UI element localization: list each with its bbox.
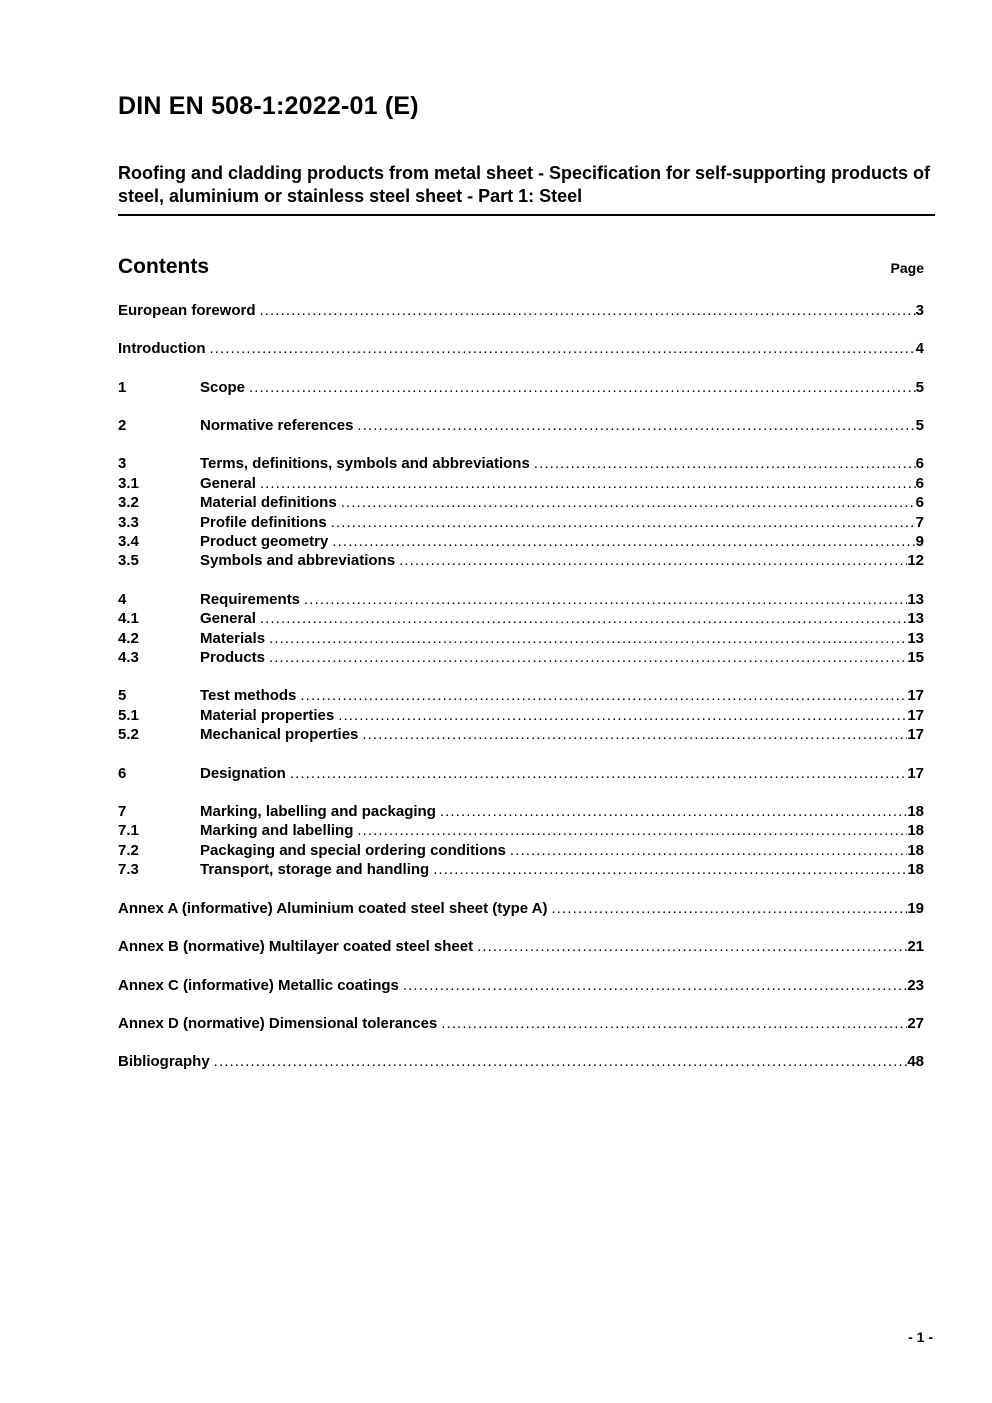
dot-leader <box>214 1052 908 1071</box>
toc-entry-label: Symbols and abbreviations <box>200 552 396 570</box>
toc-entry-page: 13 <box>907 610 924 628</box>
toc-entry-page: 5 <box>915 378 924 396</box>
dot-leader <box>534 454 916 473</box>
toc-entry-label: European foreword <box>118 301 256 319</box>
toc-entry-label: Test methods <box>200 687 297 705</box>
dot-leader <box>403 976 907 995</box>
toc-entry-label: General <box>200 474 256 492</box>
toc-entry-page: 17 <box>907 706 924 724</box>
toc-entry-page: 27 <box>907 1014 924 1032</box>
toc-entry-page: 9 <box>915 533 924 550</box>
toc-entry <box>118 301 924 320</box>
doc-number-title: DIN EN 508-1:2022-01 (E) <box>118 92 419 120</box>
toc-entry-page: 18 <box>907 803 924 821</box>
toc-entry-number: 5.2 <box>118 726 139 744</box>
toc-entry <box>118 493 924 512</box>
dot-leader <box>331 513 916 532</box>
toc-entry <box>118 532 924 551</box>
dot-leader <box>249 378 916 397</box>
dot-leader <box>260 474 916 493</box>
toc-entry-number: 7.2 <box>118 841 139 859</box>
toc-entry-page: 17 <box>907 764 924 782</box>
dot-leader <box>399 551 907 570</box>
toc-entry-number: 7.3 <box>118 861 139 879</box>
toc-entry <box>118 937 924 956</box>
toc-entry-page: 21 <box>907 938 924 956</box>
toc-entry-number: 4 <box>118 590 127 608</box>
toc-entry-page: 6 <box>915 455 924 473</box>
dot-leader <box>269 629 907 648</box>
dot-leader <box>260 609 907 628</box>
toc-entry <box>118 725 924 744</box>
toc-entry-number: 3.3 <box>118 513 139 531</box>
toc-entry-page: 12 <box>907 552 924 570</box>
dot-leader <box>357 821 907 840</box>
toc-entry-page: 23 <box>907 976 924 994</box>
dot-leader <box>441 1014 907 1033</box>
toc-entry-label: Annex A (informative) Aluminium coated steel sheet (type A) <box>118 899 548 917</box>
dot-leader <box>510 841 907 860</box>
toc-entry-page: 6 <box>915 494 924 512</box>
toc-entry-label: General <box>200 610 256 628</box>
toc-entry-page: 18 <box>907 861 924 879</box>
toc-entry <box>118 860 924 879</box>
dot-leader <box>362 725 907 744</box>
toc-entry <box>118 648 924 667</box>
toc-entry-number: 7.1 <box>118 822 139 840</box>
toc-entry-label: Terms, definitions, symbols and abbreviations <box>200 455 530 473</box>
toc-entry-number: 3.2 <box>118 494 139 512</box>
toc-entry-label: Introduction <box>118 340 206 358</box>
toc-entry-page: 6 <box>915 474 924 492</box>
toc-entry <box>118 976 924 995</box>
toc-entry-label: Designation <box>200 764 286 782</box>
dot-leader <box>209 339 915 358</box>
toc-entry <box>118 474 924 493</box>
toc-entry-label: Material definitions <box>200 494 337 512</box>
dot-leader <box>357 416 915 435</box>
toc-entry <box>118 629 924 648</box>
toc-entry-label: Annex C (informative) Metallic coatings <box>118 976 399 994</box>
toc-entry-page: 5 <box>915 416 924 434</box>
page-content <box>118 0 935 1072</box>
toc-entry-number: 3.4 <box>118 533 139 550</box>
toc-entry-label: Products <box>200 649 266 667</box>
toc-entry <box>118 378 924 397</box>
toc-entry <box>118 686 924 705</box>
toc-entry-page: 17 <box>907 726 924 744</box>
toc-entry-label: Material properties <box>200 706 335 724</box>
contents-header-row <box>118 255 924 279</box>
toc-entry-number: 3 <box>118 455 127 473</box>
toc-entry <box>118 764 924 783</box>
toc-entry-page: 18 <box>907 822 924 840</box>
toc-entry-number: 4.3 <box>118 649 139 667</box>
toc-entry <box>118 841 924 860</box>
toc-entry <box>118 1014 924 1033</box>
toc-entry-page: 13 <box>907 590 924 608</box>
toc-entry-page: 4 <box>915 340 924 358</box>
dot-leader <box>269 648 907 667</box>
dot-leader <box>260 301 916 320</box>
dot-leader <box>300 686 907 705</box>
dot-leader <box>332 532 915 551</box>
toc-entry-number: 4.2 <box>118 629 139 647</box>
toc-entry <box>118 821 924 840</box>
toc-entry-label: Requirements <box>200 590 301 608</box>
toc-entry-label: Bibliography <box>118 1053 210 1071</box>
dot-leader <box>552 899 908 918</box>
toc-entry-number: 5 <box>118 687 127 705</box>
toc-entry-label: Marking, labelling and packaging <box>200 803 436 821</box>
toc-entry-page: 13 <box>907 629 924 647</box>
page-column-label: Page <box>890 259 924 276</box>
toc-entry-page: 17 <box>907 687 924 705</box>
toc-entry-label: Annex D (normative) Dimensional tolerances <box>118 1014 438 1032</box>
doc-title: Roofing and cladding products from metal sheet - Specification for self-supporting products of steel, aluminium or stainless steel sheet - Part 1: Steel <box>118 162 935 216</box>
toc-entry-page: 19 <box>907 899 924 917</box>
toc-entry-page: 18 <box>907 841 924 859</box>
toc-entry-number: 3.1 <box>118 474 139 492</box>
toc-entry-page: 7 <box>915 513 924 531</box>
toc-entry-page: 15 <box>907 649 924 667</box>
dot-leader <box>477 937 907 956</box>
toc-entry-label: Product geometry <box>200 533 329 550</box>
toc-entry-number: 7 <box>118 803 127 821</box>
toc-entry-number: 6 <box>118 764 127 782</box>
dot-leader <box>290 764 907 783</box>
toc-entry-label: Annex B (normative) Multilayer coated steel sheet <box>118 938 474 956</box>
toc-entry-page: 3 <box>915 301 924 319</box>
dot-leader <box>304 590 907 609</box>
toc-entry <box>118 706 924 725</box>
toc-entry <box>118 513 924 532</box>
dot-leader <box>440 802 907 821</box>
toc-entry <box>118 339 924 358</box>
toc-entry <box>118 899 924 918</box>
toc-entry <box>118 454 924 473</box>
toc-entry-page: 48 <box>907 1053 924 1071</box>
toc-entry-label: Materials <box>200 629 266 647</box>
dot-leader <box>338 706 907 725</box>
toc-entry-label: Packaging and special ordering conditions <box>200 841 506 859</box>
toc-entry <box>118 1052 924 1071</box>
toc-entry <box>118 802 924 821</box>
toc-entry-label: Scope <box>200 378 246 396</box>
page-number-footer: - 1 - <box>908 1329 933 1345</box>
contents-heading: Contents <box>118 254 209 278</box>
toc-entry <box>118 551 924 570</box>
toc-entry <box>118 416 924 435</box>
dot-leader <box>433 860 907 879</box>
toc-entry-number: 3.5 <box>118 552 139 570</box>
toc-entry-number: 2 <box>118 416 127 434</box>
toc-entry-number: 1 <box>118 378 127 396</box>
toc-entry-label: Marking and labelling <box>200 822 354 840</box>
toc-entry-label: Transport, storage and handling <box>200 861 430 879</box>
toc-entry <box>118 609 924 628</box>
toc-entry-label: Mechanical properties <box>200 726 359 744</box>
toc-entry-number: 4.1 <box>118 610 139 628</box>
toc-entry-label: Normative references <box>200 416 354 434</box>
table-of-contents <box>118 301 924 1072</box>
toc-entry-label: Profile definitions <box>200 513 327 531</box>
toc-entry-number: 5.1 <box>118 706 139 724</box>
toc-entry <box>118 590 924 609</box>
dot-leader <box>341 493 916 512</box>
